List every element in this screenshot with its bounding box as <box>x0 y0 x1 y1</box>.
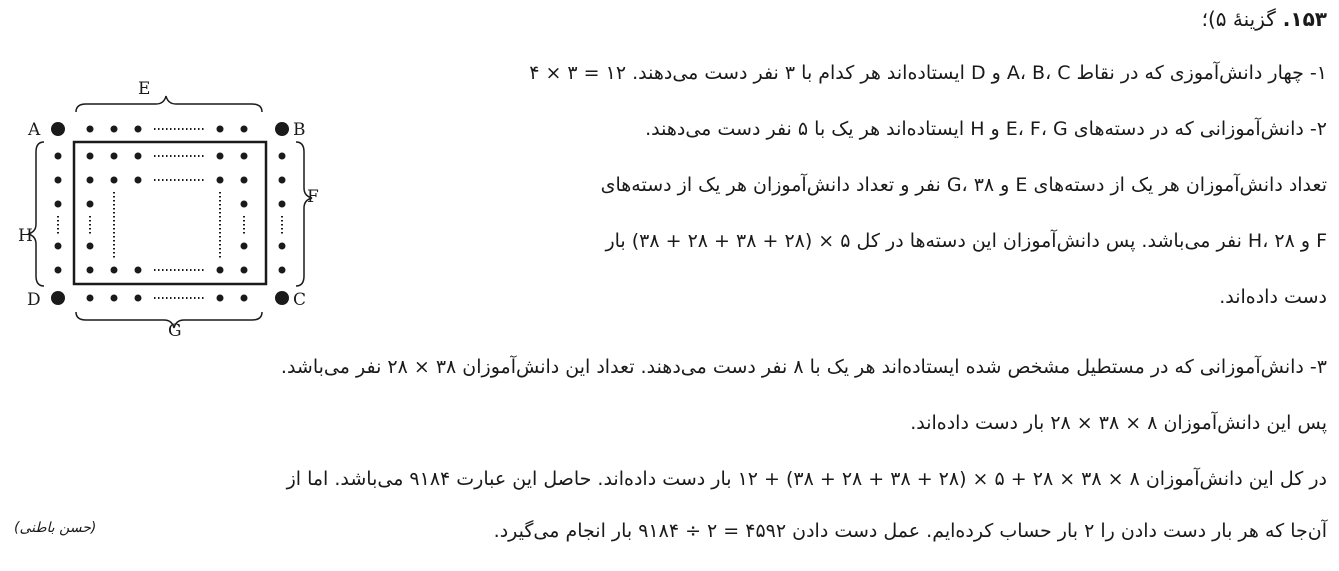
corner-dot-b <box>275 122 289 136</box>
group-label-h: H <box>18 226 33 246</box>
corner-dot-c <box>275 291 289 305</box>
answer-choice: گزینهٔ ۵)؛ <box>1201 7 1276 31</box>
text-line-7: پس این دانش‌آموزان ۸ × ۳۸ × ۲۸ بار دست داده‌اند. <box>910 412 1327 434</box>
group-label-f: F <box>307 187 319 207</box>
handshake-diagram <box>16 74 332 340</box>
text-line-4: F و H، ۲۸ نفر می‌باشد. پس دانش‌آموزان این دسته‌ها در کل ۵ × (۲۸ + ۳۸ + ۲۸ + ۳۸) بار <box>605 230 1327 252</box>
corner-label-a: A <box>28 120 41 140</box>
inner-grid-dots <box>87 153 248 274</box>
text-line-9: آن‌جا که هر بار دست دادن را ۲ بار حساب کرده‌ایم. عمل دست دادن ۴۵۹۲ = ۲ ÷ ۹۱۸۴ بار انجام می‌گیرد. <box>493 520 1327 542</box>
corner-label-c: C <box>293 290 307 310</box>
text-line-3: تعداد دانش‌آموزان هر یک از دسته‌های E و G، ۳۸ نفر و تعداد دانش‌آموزان هر یک از دسته‌های <box>600 174 1327 196</box>
text-line-6: ۳- دانش‌آموزانی که در مستطیل مشخص شده ایستاده‌اند هر یک با ۸ نفر دست می‌دهند. تعداد این دانش‌آموزان ۳۸ × ۲۸ نفر می‌باشد. <box>280 356 1327 378</box>
brace-f <box>296 142 312 286</box>
corner-label-d: D <box>27 290 41 310</box>
brace-h <box>28 142 44 286</box>
group-label-e: E <box>138 79 151 99</box>
brace-e <box>76 96 262 112</box>
dots-column-f <box>279 153 286 274</box>
author-credit: (حسن باطنی) <box>14 520 97 536</box>
text-line-5: دست داده‌اند. <box>1219 286 1327 308</box>
problem-heading <box>1202 4 1327 34</box>
text-line-8: در کل این دانش‌آموزان ۸ × ۳۸ × ۲۸ + ۵ × (۲۸ + ۳۸ + ۲۸ + ۳۸) + ۱۲ بار دست داده‌اند. حاصل این عبارت ۹۱۸۴ می‌باشد. اما از <box>286 468 1327 490</box>
corner-label-b: B <box>293 120 306 140</box>
dots-column-h <box>55 153 62 274</box>
corner-dot-d <box>51 291 65 305</box>
inner-dotted-lines <box>90 156 244 270</box>
group-label-g: G <box>168 321 182 340</box>
corner-dot-a <box>51 122 65 136</box>
text-line-2: ۲- دانش‌آموزانی که در دسته‌های E، F، G و H ایستاده‌اند هر یک با ۵ نفر دست می‌دهند. <box>645 118 1327 140</box>
problem-number: ۱۵۳. <box>1282 7 1327 31</box>
inner-rectangle <box>74 142 266 284</box>
text-line-1: ۱- چهار دانش‌آموزی که در نقاط A، B، C و D ایستاده‌اند هر کدام با ۳ نفر دست می‌دهند. ۱۲ = ۳ × ۴ <box>529 62 1327 84</box>
